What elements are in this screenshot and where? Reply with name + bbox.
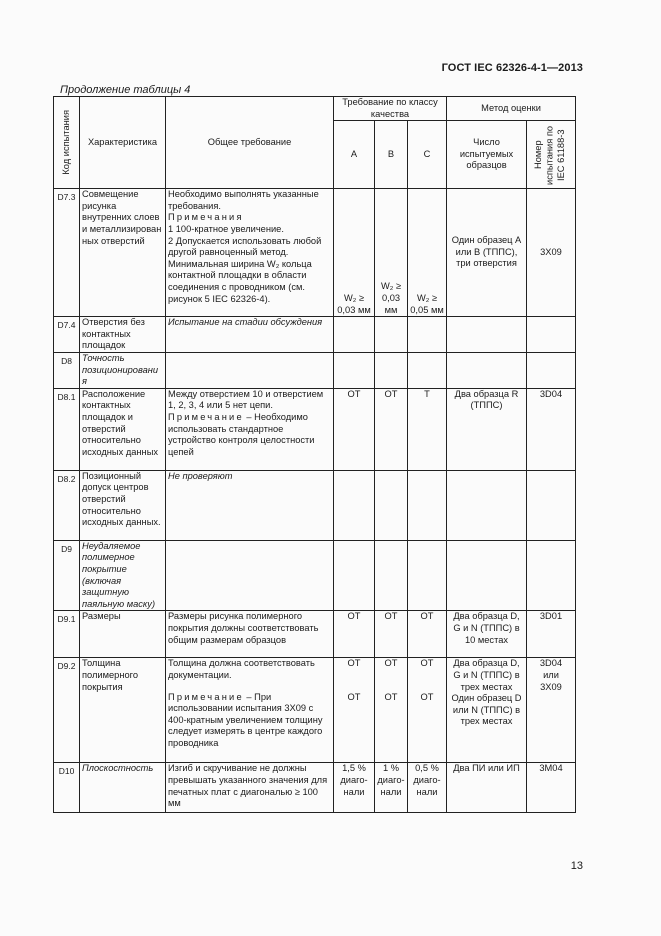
table-row <box>54 470 576 540</box>
row-general: Испытание на стадии обсуждения <box>166 317 334 353</box>
row-test-number: 3D04 или 3X09 <box>527 658 576 763</box>
row-general: Изгиб и скручивание не должны превышать указанного значения для печатных плат с диагональю ≥ 100 мм <box>166 763 334 813</box>
row-class-b: W₂ ≥ 0,03 мм <box>375 189 408 317</box>
row-general: Не проверяют <box>166 470 334 540</box>
row-class-b: ОТ <box>375 611 408 658</box>
row-code: D8 <box>54 352 80 388</box>
row-class-b: 1 % диаго-нали <box>375 763 408 813</box>
header-class-b: B <box>375 121 408 189</box>
table-caption: Продолжение таблицы 4 <box>60 84 191 96</box>
row-class-c: W₂ ≥ 0,05 мм <box>408 189 447 317</box>
header-class-a: A <box>334 121 375 189</box>
header-method-group: Метод оценки <box>447 97 576 121</box>
row-class-b: ОТ ОТ <box>375 658 408 763</box>
page-number: 13 <box>570 860 583 872</box>
header-class-group: Требование по классу качества <box>334 97 447 121</box>
row-test-number: 3X09 <box>527 189 576 317</box>
table-row <box>54 611 576 658</box>
row-class-c: Т <box>408 388 447 470</box>
header-samples: Число испытуемых образцов <box>447 121 527 189</box>
row-characteristic: Плоскостность <box>80 763 166 813</box>
row-class-a: ОТ <box>334 611 375 658</box>
row-class-c: ОТ ОТ <box>408 658 447 763</box>
row-test-number: 3M04 <box>527 763 576 813</box>
row-class-c: 0,5 % диаго-нали <box>408 763 447 813</box>
row-class-b: ОТ <box>375 388 408 470</box>
table-row <box>54 352 576 388</box>
row-characteristic: Расположение контактных площадок и отверстий относительно исходных данных <box>80 388 166 470</box>
row-characteristic: Толщина полимерного покрытия <box>80 658 166 763</box>
row-characteristic: Отверстия без контактных площадок <box>80 317 166 353</box>
row-samples: Два ПИ или ИП <box>447 763 527 813</box>
row-class-a: ОТ ОТ <box>334 658 375 763</box>
row-class-a: ОТ <box>334 388 375 470</box>
header-test-number: Номер испытания по IEC 61188-3 <box>527 121 576 189</box>
row-code: D8.1 <box>54 388 80 470</box>
row-test-number: 3D04 <box>527 388 576 470</box>
row-samples: Два образца D, G и N (ТППС) в 10 местах <box>447 611 527 658</box>
row-code: D7.3 <box>54 189 80 317</box>
row-code: D9.2 <box>54 658 80 763</box>
header-general-requirement: Общее требование <box>166 97 334 189</box>
row-code: D8.2 <box>54 470 80 540</box>
row-characteristic: Точность позиционировани я <box>80 352 166 388</box>
table-row <box>54 658 576 763</box>
row-class-a: W₂ ≥ 0,03 мм <box>334 189 375 317</box>
row-characteristic: Позиционный допуск центров отверстий относительно исходных данных. <box>80 470 166 540</box>
header-characteristic: Характеристика <box>80 97 166 189</box>
row-code: D7.4 <box>54 317 80 353</box>
row-general: Размеры рисунка полимерного покрытия должны соответствовать общим размерам образцов <box>166 611 334 658</box>
row-code: D9.1 <box>54 611 80 658</box>
row-characteristic: Размеры <box>80 611 166 658</box>
header-class-c: C <box>408 121 447 189</box>
row-code: D10 <box>54 763 80 813</box>
requirements-table <box>53 96 576 813</box>
row-samples: Два образца D, G и N (ТППС) в трех местах Один образец D или N (ТППС) в трех местах <box>447 658 527 763</box>
table-row <box>54 388 576 470</box>
row-test-number: 3D01 <box>527 611 576 658</box>
table-row <box>54 317 576 353</box>
document-header: ГОСТ IEC 62326-4-1—2013 <box>441 62 583 74</box>
row-general: Необходимо выполнять указанные требования. Примечания 1 100-кратное увеличение. 2 Допускается использовать любой другой равноценный метод. Минимальная ширина W₂ кольца контактной площадки в области соединения с проводником (см. рисунок 5 IEC 62326-4). <box>166 189 334 317</box>
header-code: Код испытания <box>54 97 80 189</box>
row-samples: Один образец A или B (ТППС), три отверстия <box>447 189 527 317</box>
table-row <box>54 189 576 317</box>
row-class-c: ОТ <box>408 611 447 658</box>
table-row <box>54 763 576 813</box>
row-characteristic: Неудаляемое полимерное покрытие (включая защитную паяльную маску) <box>80 540 166 611</box>
row-general: Толщина должна соответствовать документации. Примечание – При использовании испытания 3X09 с 400-кратным увеличением толщину следует измерять в центре каждого проводника <box>166 658 334 763</box>
row-code: D9 <box>54 540 80 611</box>
header-row-1 <box>54 97 576 121</box>
table-row <box>54 540 576 611</box>
row-general: Между отверстием 10 и отверстием 1, 2, 3, 4 или 5 нет цепи. Примечание – Необходимо использовать стандартное устройство контроля целостности цепей <box>166 388 334 470</box>
row-class-a: 1,5 % диаго-нали <box>334 763 375 813</box>
row-samples: Два образца R (ТППС) <box>447 388 527 470</box>
row-characteristic: Совмещение рисунка внутренних слоев и металлизирован ных отверстий <box>80 189 166 317</box>
